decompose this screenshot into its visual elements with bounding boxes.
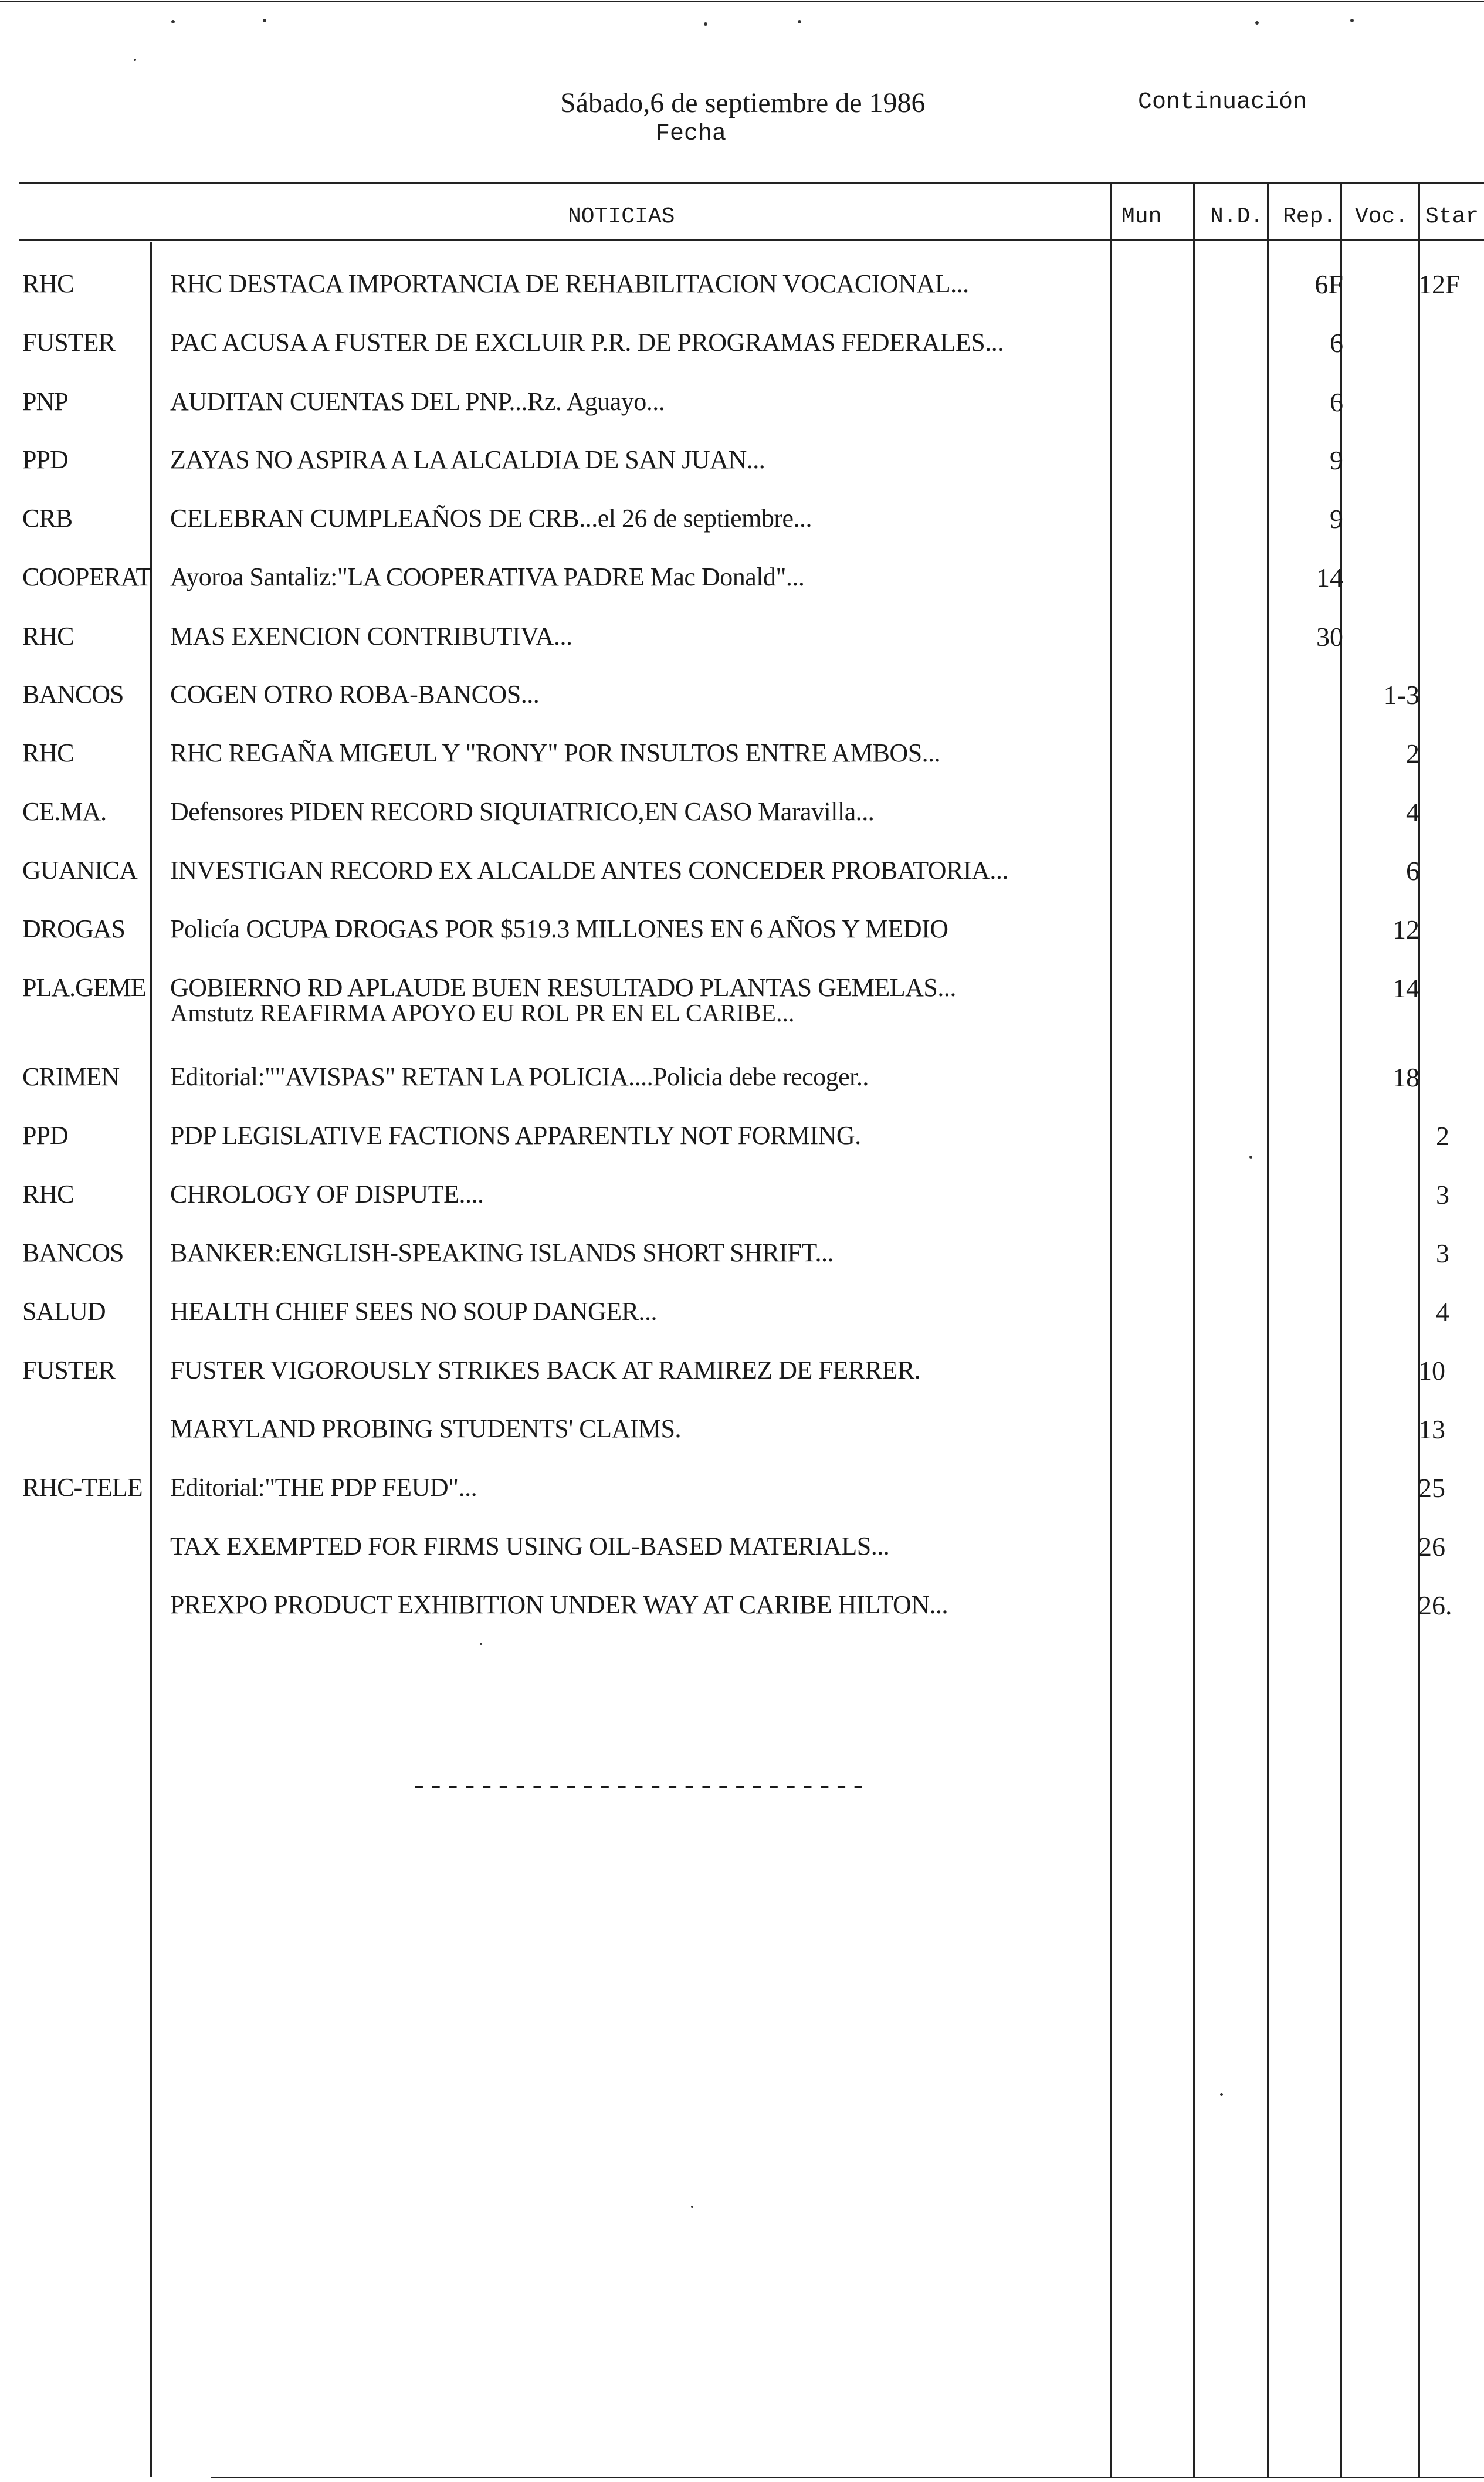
row-headline: MARYLAND PROBING STUDENTS' CLAIMS. (170, 1414, 682, 1443)
news-row (0, 316, 1484, 374)
news-row (0, 257, 1484, 316)
news-row (0, 1050, 1484, 1109)
news-row (0, 433, 1484, 492)
date-label: Fecha (656, 121, 727, 147)
scan-speck (480, 1643, 482, 1645)
continuation-label: Continuación (1138, 89, 1307, 116)
page-top-rule (0, 1, 1484, 2)
news-row (0, 961, 1484, 1027)
news-row (0, 550, 1484, 609)
row-voc-page: 12 (1392, 915, 1419, 944)
row-rep-page: 9 (1330, 445, 1343, 475)
row-headline: Policía OCUPA DROGAS POR $519.3 MILLONES EN 6 AÑOS Y MEDIO (170, 915, 948, 943)
scan-speck (1350, 19, 1354, 22)
column-header-voc: Voc. (1355, 204, 1409, 229)
row-rep-page: 6 (1330, 387, 1343, 417)
scan-speck (1220, 2093, 1223, 2096)
column-header-noticias: NOTICIAS (568, 204, 675, 229)
row-category: FUSTER (22, 1356, 115, 1384)
row-rep-page: 30 (1316, 622, 1343, 652)
row-category: BANCOS (22, 680, 124, 709)
news-row (0, 1519, 1484, 1578)
row-headline: Editorial:"THE PDP FEUD"... (170, 1473, 477, 1502)
news-row (0, 1461, 1484, 1519)
scan-speck (1255, 21, 1259, 25)
page-bottom-rule (211, 2477, 1484, 2478)
row-star-page: 3 (1436, 1238, 1449, 1268)
row-headline: TAX EXEMPTED FOR FIRMS USING OIL-BASED MATERIALS... (170, 1532, 890, 1560)
row-category: DROGAS (22, 915, 125, 943)
scan-speck (171, 20, 175, 23)
news-row (0, 1285, 1484, 1343)
news-row (0, 902, 1484, 961)
row-category: CRB (22, 504, 73, 533)
news-row (0, 610, 1484, 668)
closing-dash-line: --------------------------- (411, 1772, 867, 1803)
news-row (0, 1167, 1484, 1226)
news-row (0, 1402, 1484, 1461)
row-category: CRIMEN (22, 1062, 120, 1091)
report-date: Sábado,6 de septiembre de 1986 (560, 87, 926, 118)
row-category: RHC (22, 739, 74, 767)
news-row (0, 1226, 1484, 1285)
row-voc-page: 18 (1392, 1062, 1419, 1092)
news-row (0, 1343, 1484, 1402)
row-headline: HEALTH CHIEF SEES NO SOUP DANGER... (170, 1297, 657, 1326)
row-star-page: 12F (1418, 269, 1461, 299)
row-headline: ZAYAS NO ASPIRA A LA ALCALDIA DE SAN JUAN... (170, 445, 765, 474)
row-star-page: 3 (1436, 1180, 1449, 1210)
row-category: RHC (22, 1180, 74, 1208)
row-rep-page: 9 (1330, 504, 1343, 534)
column-header-rep: Rep. (1283, 204, 1337, 229)
row-headline: RHC REGAÑA MIGEUL Y "RONY" POR INSULTOS ENTRE AMBOS... (170, 739, 941, 767)
row-rep-page: 6 (1330, 328, 1343, 358)
row-voc-page: 14 (1392, 973, 1419, 1003)
row-headline: PREXPO PRODUCT EXHIBITION UNDER WAY AT CARIBE HILTON... (170, 1590, 948, 1619)
row-voc-page: 1-3 (1383, 680, 1419, 710)
row-category: PPD (22, 445, 68, 474)
row-category: CE.MA. (22, 797, 107, 826)
column-header-star: Star (1425, 204, 1479, 229)
row-headline: RHC DESTACA IMPORTANCIA DE REHABILITACION VOCACIONAL... (170, 269, 969, 298)
row-star-page: 26. (1418, 1590, 1452, 1620)
news-row (0, 1109, 1484, 1167)
row-headline: CELEBRAN CUMPLEAÑOS DE CRB...el 26 de septiembre... (170, 504, 812, 533)
scan-speck (1249, 1156, 1252, 1159)
row-star-page: 2 (1436, 1121, 1449, 1151)
row-voc-page: 4 (1406, 797, 1419, 827)
row-category: COOPERAT (22, 563, 151, 591)
scan-speck (263, 19, 266, 22)
row-headline: Ayoroa Santaliz:"LA COOPERATIVA PADRE Mac Donald"... (170, 563, 805, 591)
scan-speck (691, 2206, 693, 2208)
row-headline: Editorial:""AVISPAS" RETAN LA POLICIA....Policia debe recoger.. (170, 1062, 869, 1091)
row-category: RHC (22, 269, 74, 298)
news-row (0, 375, 1484, 434)
row-subheadline: Amstutz REAFIRMA APOYO EU ROL PR EN EL CARIBE... (170, 1000, 795, 1027)
row-category: PLA.GEME (22, 973, 146, 1002)
news-row (0, 785, 1484, 844)
row-headline: PAC ACUSA A FUSTER DE EXCLUIR P.R. DE PROGRAMAS FEDERALES... (170, 328, 1004, 357)
row-category: PNP (22, 387, 68, 416)
row-category: RHC (22, 622, 74, 651)
row-star-page: 10 (1418, 1356, 1445, 1386)
scan-speck (134, 59, 136, 61)
row-star-page: 26 (1418, 1532, 1445, 1562)
row-star-page: 4 (1436, 1297, 1449, 1327)
column-header-nd: N.D. (1210, 204, 1264, 229)
row-headline: MAS EXENCION CONTRIBUTIVA... (170, 622, 572, 651)
row-headline: CHROLOGY OF DISPUTE.... (170, 1180, 484, 1208)
row-headline: COGEN OTRO ROBA-BANCOS... (170, 680, 540, 709)
row-category: BANCOS (22, 1238, 124, 1267)
news-row (0, 668, 1484, 726)
row-category: PPD (22, 1121, 68, 1150)
table-header-rule (19, 239, 1484, 241)
row-headline: INVESTIGAN RECORD EX ALCALDE ANTES CONCEDER PROBATORIA... (170, 856, 1008, 885)
row-category: RHC-TELE (22, 1473, 143, 1502)
scan-speck (704, 22, 707, 26)
row-star-page: 25 (1418, 1473, 1445, 1503)
news-row (0, 492, 1484, 550)
row-headline: AUDITAN CUENTAS DEL PNP...Rz. Aguayo... (170, 387, 665, 416)
row-headline: FUSTER VIGOROUSLY STRIKES BACK AT RAMIREZ DE FERRER. (170, 1356, 921, 1384)
column-header-mun: Mun (1122, 204, 1162, 229)
row-star-page: 13 (1418, 1414, 1445, 1444)
row-headline: BANKER:ENGLISH-SPEAKING ISLANDS SHORT SHRIFT... (170, 1238, 834, 1267)
row-headline: GOBIERNO RD APLAUDE BUEN RESULTADO PLANTAS GEMELAS... (170, 973, 956, 1002)
row-rep-page: 14 (1316, 563, 1343, 592)
news-row (0, 1578, 1484, 1637)
news-row (0, 844, 1484, 902)
row-category: GUANICA (22, 856, 137, 885)
row-headline: Defensores PIDEN RECORD SIQUIATRICO,EN CASO Maravilla... (170, 797, 875, 826)
row-voc-page: 2 (1406, 739, 1419, 768)
scan-speck (798, 20, 801, 23)
row-headline: PDP LEGISLATIVE FACTIONS APPARENTLY NOT FORMING. (170, 1121, 861, 1150)
news-row (0, 726, 1484, 785)
row-voc-page: 6 (1406, 856, 1419, 886)
row-category: SALUD (22, 1297, 106, 1326)
table-top-rule (19, 182, 1484, 184)
row-rep-page: 6F (1314, 269, 1343, 299)
row-category: FUSTER (22, 328, 115, 357)
